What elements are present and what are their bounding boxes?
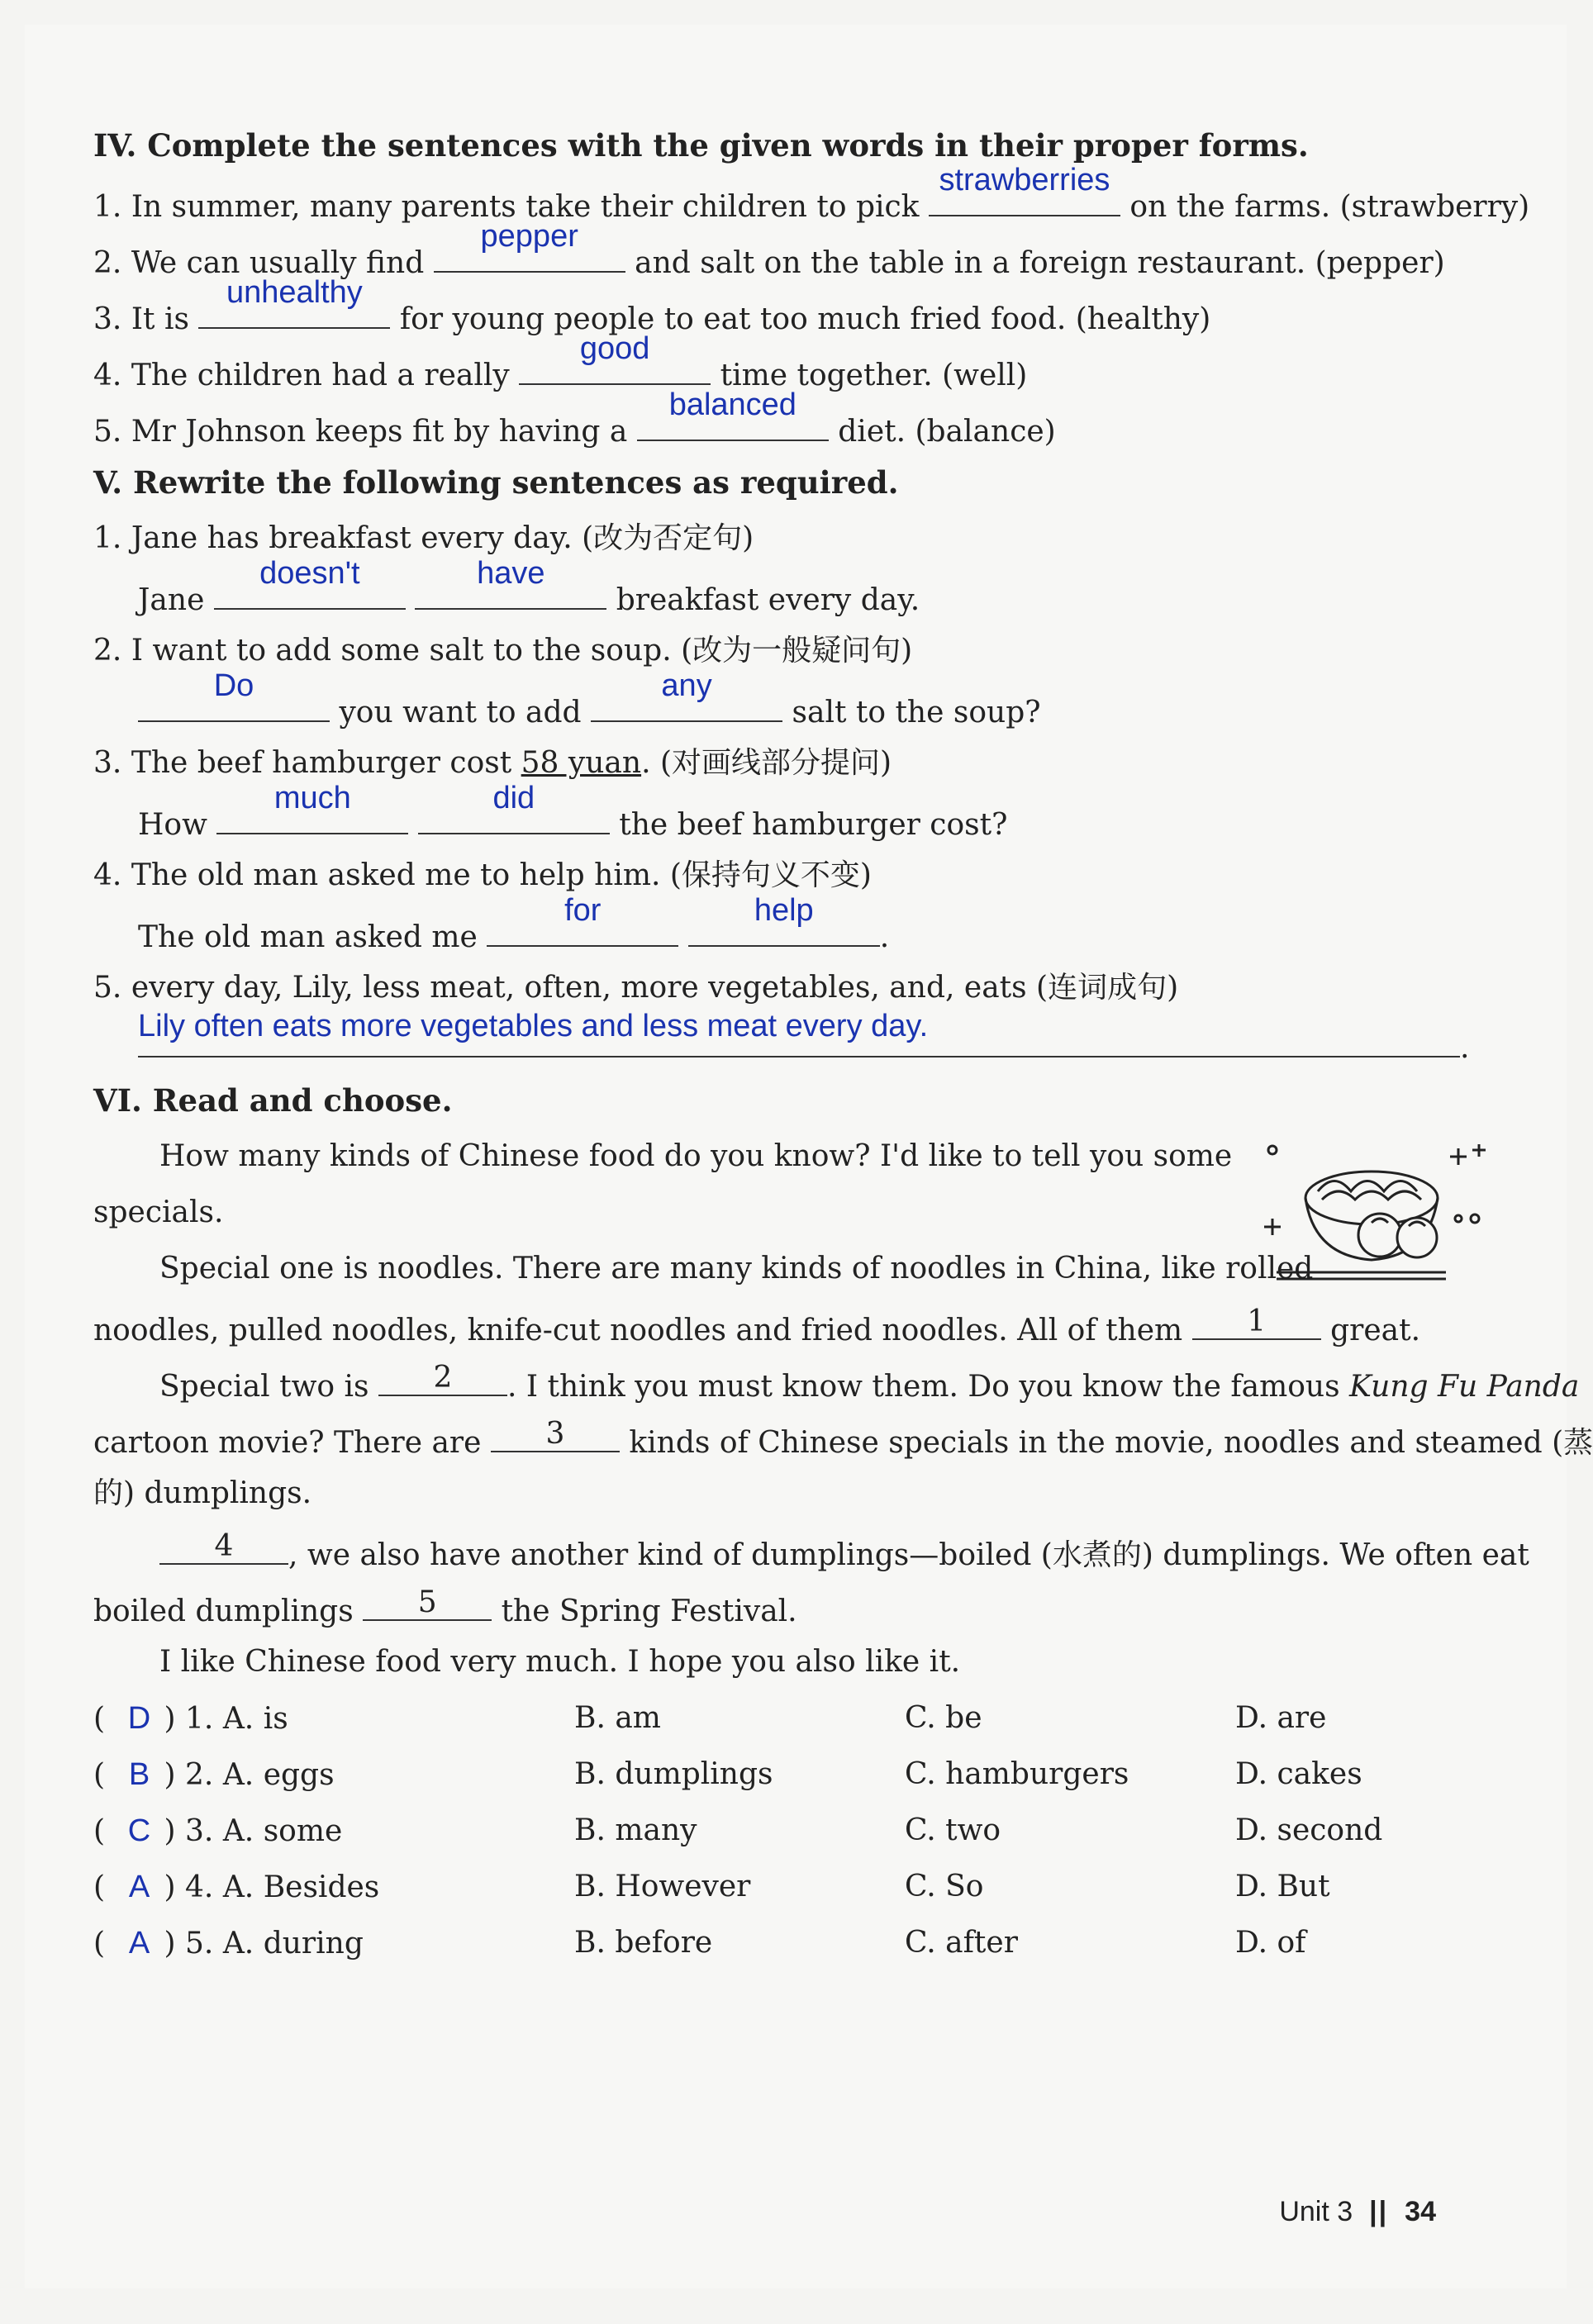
unit-label: Unit 3 xyxy=(1279,2196,1353,2227)
option-a[interactable]: A. Besides xyxy=(222,1870,380,1904)
handwritten-answer: doesn't xyxy=(259,556,360,591)
answer-blank[interactable] xyxy=(138,1009,1460,1057)
handwritten-answer: Do xyxy=(213,668,254,703)
handwritten-answer: strawberries xyxy=(939,163,1110,197)
option-c[interactable]: C. be xyxy=(905,1701,982,1735)
item-text: the beef hamburger cost? xyxy=(619,808,1008,842)
item-text: every day, Lily, less meat, often, more vegetables, and, eats (连词成句) xyxy=(131,971,1179,1005)
s5-q2-prompt xyxy=(93,633,912,669)
noodles xyxy=(1322,1191,1421,1200)
item-number: 3. xyxy=(185,1814,214,1848)
passage-line xyxy=(93,1419,1593,1461)
passage-text: the Spring Festival. xyxy=(501,1594,797,1628)
answer-blank[interactable] xyxy=(216,781,408,834)
item-text: Jane has breakfast every day. (改为否定句) xyxy=(131,521,754,555)
item-number: 3. xyxy=(93,302,122,336)
item-text: The beef hamburger cost xyxy=(131,746,512,780)
passage-text: cartoon movie? There are xyxy=(93,1426,482,1460)
item-number: 1. xyxy=(93,521,122,555)
passage-line: Special one is noodles. There are many kinds of noodles in China, like rolled xyxy=(159,1252,1314,1286)
item-number: 3. xyxy=(93,746,122,780)
item-text: In summer, many parents take their children to pick xyxy=(131,190,920,224)
section-5-heading: V. Rewrite the following sentences as required. xyxy=(93,464,899,501)
answer-paren: ( B ) 2. A. eggs xyxy=(93,1757,335,1792)
option-d[interactable]: D. of xyxy=(1235,1926,1306,1960)
option-a[interactable]: A. during xyxy=(222,1927,364,1960)
item-text: The old man asked me to help him. (保持句义不变) xyxy=(131,858,872,892)
s5-q4-answer-line xyxy=(138,893,890,956)
s5-q2-answer-line xyxy=(138,668,1041,731)
handwritten-answer: for xyxy=(564,893,602,928)
option-c[interactable]: C. hamburgers xyxy=(905,1757,1129,1791)
answer-blank[interactable] xyxy=(138,668,330,722)
dumpling xyxy=(1397,1218,1437,1257)
blank-number: 5 xyxy=(417,1585,437,1619)
passage-text: . I think you must know them. Do you know the famous xyxy=(506,1370,1340,1404)
answer-blank[interactable] xyxy=(418,781,610,834)
blank-number: 1 xyxy=(1247,1305,1267,1338)
chosen-answer: D xyxy=(127,1701,151,1736)
s5-q1-prompt xyxy=(93,520,754,557)
s4-item-5 xyxy=(93,387,1056,450)
answer-paren: ( A ) 5. A. during xyxy=(93,1926,364,1960)
option-d[interactable]: D. But xyxy=(1235,1870,1330,1903)
answer-blank[interactable] xyxy=(637,387,829,441)
item-text: for young people to eat too much fried food. (healthy) xyxy=(399,302,1211,336)
option-c[interactable]: C. So xyxy=(905,1870,984,1903)
passage-text: noodles, pulled noodles, knife-cut noodles and fried noodles. All of them xyxy=(93,1314,1183,1347)
section-6-heading: VI. Read and choose. xyxy=(93,1082,453,1119)
handwritten-answer: good xyxy=(579,331,650,366)
section-4-heading: IV. Complete the sentences with the given words in their proper forms. xyxy=(93,127,1309,164)
dumpling xyxy=(1358,1214,1401,1257)
noodle-bowl-illustration xyxy=(1256,1140,1496,1297)
item-text: Jane xyxy=(138,583,205,617)
sparkle-dot xyxy=(1455,1215,1462,1222)
item-text: on the farms. (strawberry) xyxy=(1129,190,1530,224)
item-text: breakfast every day. xyxy=(616,583,920,617)
answer-blank[interactable] xyxy=(519,331,711,385)
handwritten-answer: any xyxy=(661,668,712,703)
item-text: It is xyxy=(131,302,189,336)
item-text: . xyxy=(1460,1031,1470,1065)
blank-number: 2 xyxy=(433,1361,453,1395)
handwritten-answer: did xyxy=(492,781,535,815)
answer-blank[interactable] xyxy=(591,668,782,722)
passage-line xyxy=(93,1307,1420,1349)
item-number: 5. xyxy=(93,971,122,1005)
blank-number: 4 xyxy=(214,1529,234,1563)
item-text: I want to add some salt to the soup. (改为一般疑问句) xyxy=(131,634,913,668)
sparkle xyxy=(1450,1144,1486,1165)
s5-q1-answer-line xyxy=(138,556,920,619)
noodles xyxy=(1318,1181,1417,1192)
item-number: 4. xyxy=(93,858,122,892)
item-text: . (对画线部分提问) xyxy=(641,746,892,780)
item-text: salt to the soup? xyxy=(792,696,1041,730)
handwritten-answer: balanced xyxy=(668,387,796,422)
item-number: 1. xyxy=(185,1702,214,1736)
option-b[interactable]: B. However xyxy=(574,1870,751,1903)
passage-text: kinds of Chinese specials in the movie, noodles and steamed (蒸 xyxy=(629,1426,1593,1460)
item-number: 2. xyxy=(93,634,122,668)
answer-blank[interactable] xyxy=(434,219,625,273)
item-text: time together. (well) xyxy=(720,359,1028,392)
passage-line: 的) dumplings. xyxy=(93,1476,312,1510)
s5-q3-prompt xyxy=(93,745,892,782)
page-footer xyxy=(1279,2196,1436,2228)
chosen-answer: A xyxy=(128,1926,150,1960)
answer-blank[interactable] xyxy=(214,556,406,610)
option-c[interactable]: C. two xyxy=(905,1813,1001,1847)
passage-line xyxy=(93,1585,797,1630)
answer-blank[interactable] xyxy=(929,163,1120,216)
item-number: 1. xyxy=(93,190,122,224)
item-text: We can usually find xyxy=(131,246,425,280)
item-number: 4. xyxy=(93,359,122,392)
passage-text: Special two is xyxy=(159,1370,369,1404)
item-number: 4. xyxy=(185,1870,214,1904)
item-text: you want to add xyxy=(339,696,582,730)
item-text: The children had a really xyxy=(131,359,510,392)
option-a[interactable]: A. eggs xyxy=(222,1758,335,1792)
answer-blank[interactable] xyxy=(487,893,678,947)
option-b[interactable]: B. am xyxy=(574,1701,661,1735)
passage-line: How many kinds of Chinese food do you know? I'd like to tell you some xyxy=(159,1139,1233,1173)
sparkle xyxy=(1264,1219,1281,1235)
option-d[interactable]: D. cakes xyxy=(1235,1757,1362,1791)
item-number: 2. xyxy=(93,246,122,280)
option-a[interactable]: A. is xyxy=(222,1702,288,1736)
chosen-answer: A xyxy=(128,1870,150,1904)
passage-text: , we also have another kind of dumplings—boiled (水煮的) dumplings. We often eat xyxy=(288,1538,1529,1572)
answer-paren: ( D ) 1. A. is xyxy=(93,1701,288,1736)
s5-q5-answer-line xyxy=(138,1009,1470,1067)
passage-line xyxy=(159,1363,1579,1405)
option-d[interactable]: D. are xyxy=(1235,1701,1327,1735)
item-text: Mr Johnson keeps fit by having a xyxy=(131,415,628,449)
item-text: diet. (balance) xyxy=(838,415,1056,449)
blank-number: 3 xyxy=(545,1417,565,1451)
answer-paren: ( C ) 3. A. some xyxy=(93,1813,343,1848)
option-b[interactable]: B. dumplings xyxy=(574,1757,773,1791)
sparkle-dot xyxy=(1268,1146,1277,1154)
movie-title: Kung Fu Panda xyxy=(1349,1370,1580,1404)
blank-1 xyxy=(1192,1307,1321,1340)
underlined-phrase: 58 yuan xyxy=(521,746,642,780)
item-text: . xyxy=(879,920,890,954)
option-d[interactable]: D. second xyxy=(1235,1813,1383,1847)
handwritten-answer: help xyxy=(754,893,814,928)
answer-blank[interactable] xyxy=(688,893,880,947)
passage-text: great. xyxy=(1330,1314,1421,1347)
blank-3 xyxy=(491,1419,620,1452)
s5-q4-prompt xyxy=(93,858,872,894)
option-b[interactable]: B. many xyxy=(574,1813,697,1847)
s5-q3-answer-line xyxy=(138,781,1008,844)
chosen-answer: C xyxy=(127,1813,151,1848)
blank-2 xyxy=(378,1363,507,1396)
s4-item-4 xyxy=(93,331,1028,394)
sparkle-dot xyxy=(1471,1214,1479,1223)
item-text: How xyxy=(138,808,207,842)
answer-blank[interactable] xyxy=(198,275,390,329)
handwritten-answer: pepper xyxy=(480,219,578,254)
passage-line xyxy=(159,1529,1529,1574)
blank-4 xyxy=(159,1529,288,1565)
handwritten-answer: unhealthy xyxy=(226,275,363,310)
chosen-answer: B xyxy=(128,1757,150,1792)
option-c[interactable]: C. after xyxy=(905,1926,1018,1960)
item-number: 5. xyxy=(93,415,122,449)
option-a[interactable]: A. some xyxy=(222,1814,343,1848)
item-text: The old man asked me xyxy=(138,920,478,954)
option-b[interactable]: B. before xyxy=(574,1926,713,1960)
handwritten-answer: much xyxy=(273,781,351,815)
handwritten-answer: have xyxy=(477,556,545,591)
passage-line: specials. xyxy=(93,1195,224,1229)
answer-paren: ( A ) 4. A. Besides xyxy=(93,1870,380,1904)
s4-item-1 xyxy=(93,163,1530,226)
passage-text: boiled dumplings xyxy=(93,1594,354,1628)
answer-blank[interactable] xyxy=(415,556,606,610)
page-number: 34 xyxy=(1405,2196,1436,2227)
blank-5 xyxy=(363,1585,492,1621)
passage-line: I like Chinese food very much. I hope you also like it. xyxy=(159,1645,961,1679)
s5-q5-prompt xyxy=(93,970,1178,1006)
item-number: 2. xyxy=(185,1758,214,1792)
handwritten-answer: Lily often eats more vegetables and less meat every day. xyxy=(138,1009,929,1043)
item-text: and salt on the table in a foreign restaurant. (pepper) xyxy=(635,246,1445,280)
divider-bars: || xyxy=(1369,2196,1389,2227)
item-number: 5. xyxy=(185,1927,214,1960)
